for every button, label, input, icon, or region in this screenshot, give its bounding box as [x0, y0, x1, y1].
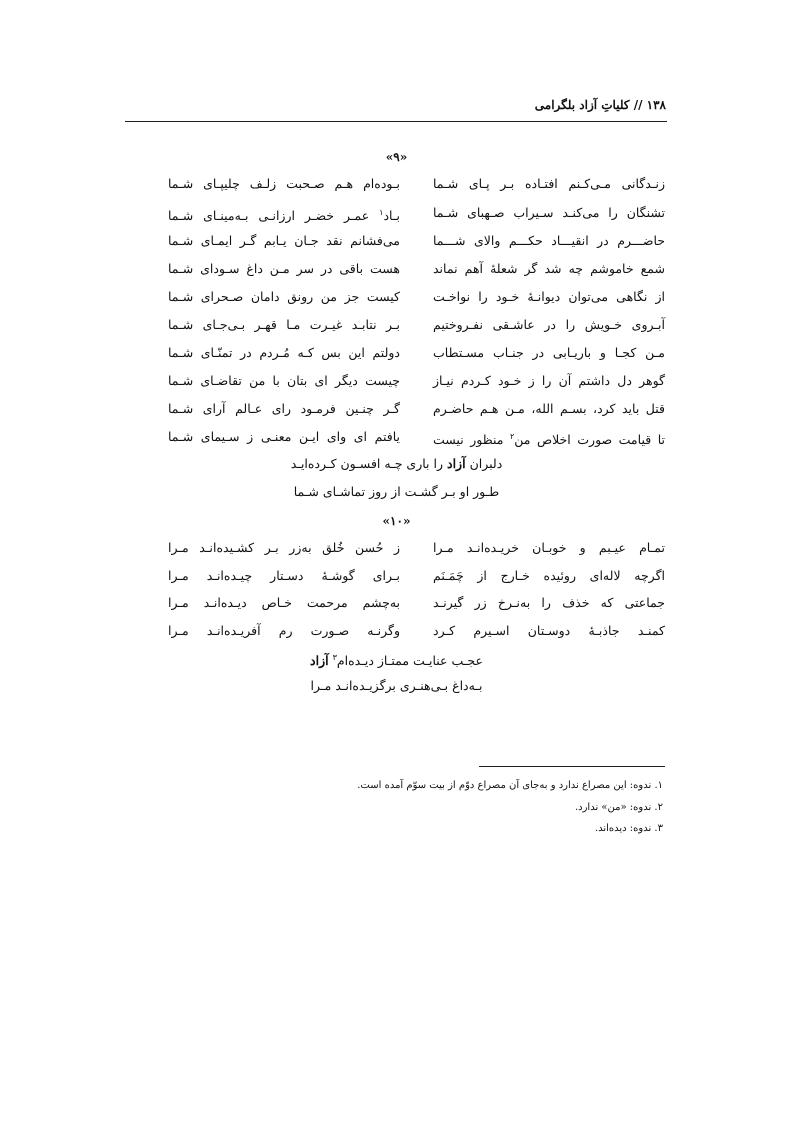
header-separator: //: [633, 98, 643, 112]
ghazal-9-hemistich: می‌فشانم نقد جـان یـابم گـر ایمـای شـما: [168, 233, 400, 248]
ghazal-10-hemistich: کمنـد جاذبـهٔ دوسـتان اسـیرم کـرد: [433, 623, 665, 638]
ghazal-9-final-line: دلبران آزاد را باری چـه افسـون کـرده‌ایـد: [290, 456, 503, 471]
ghazal-9-hemistich: کیست جز من رونق دامان صـحرای شـما: [168, 289, 400, 304]
footnote-ref: ۱: [379, 208, 384, 217]
ghazal-9-hemistich: هست باقی در سر مـن داغ سـودای شـما: [168, 261, 400, 276]
ghazal-9-hemistich: تا قیامت صورت اخلاص من$^۲$ منظور نیست: [433, 432, 665, 448]
ghazal-9-hemistich: بـوده‌ام هـم صـحبت زلـف چلیپـای شـما: [168, 176, 400, 191]
ghazal-9-hemistich: گـر چنـین فرمـود رای عـالم آرای شـما: [168, 401, 400, 416]
ghazal-9-hemistich: شمع خاموشم چه شد گر شعلهٔ آهم نماند: [433, 261, 665, 276]
page-number: ۱۳۸: [646, 98, 666, 112]
footnote: ۳. ندوه: دیده‌اند.: [594, 823, 663, 834]
ghazal-9-number: «۹»: [385, 150, 408, 164]
poet-name: آزاد: [310, 653, 329, 669]
ghazal-10-hemistich: اگرچه لاله‌ای روئیده خـارج از چَمَـنَم: [433, 568, 665, 583]
ghazal-9-hemistich: آبـروی خـویش را در عاشـقی نفـروختیم: [433, 317, 665, 332]
ghazal-10-final-line: بـه‌داغ بـی‌هنـری برگزیـده‌انـد مـرا: [310, 678, 483, 693]
ghazal-9-final-line: طـور او بـر گشـت از روز تماشـای شـما: [293, 484, 500, 499]
ghazal-9-hemistich: مـن کجـا و باریـابی در جنـاب مسـتطاب: [433, 345, 665, 360]
ghazal-9-hemistich: بـاد$^۱$ عمـر خضـر ارزانـی بـه‌مینـای شـما: [168, 208, 400, 224]
footnote-ref: ۳: [332, 653, 337, 662]
ghazal-9-hemistich: حاضـــرم در انقیـــاد حکـــم والای شـــما: [433, 233, 665, 248]
header-rule: [125, 121, 667, 122]
ghazal-9-hemistich: قتل باید کرد، بسـم الله، مـن هـم حاضـرم: [433, 401, 665, 416]
running-header: [535, 98, 666, 112]
poet-name: آزاد: [447, 456, 466, 471]
footnote-rule: [479, 766, 665, 767]
ghazal-9-hemistich: تشنگان را می‌کنـد سـیراب صـهبای شـما: [433, 205, 665, 220]
book-title: کلیاتِ آزاد بلگرامی: [534, 98, 630, 112]
ghazal-9-hemistich: گوهر دل داشتم آن را ز خـود کـردم نیـاز: [433, 373, 665, 388]
footnote: ۱. ندوه: این مصراع ندارد و به‌جای آن مصراع دوّم از بیت سوّم آمده است.: [357, 780, 663, 791]
ghazal-10-hemistich: جماعتی که خذف را به‌نـرخ زر گیرنـد: [433, 595, 665, 610]
ghazal-9-hemistich: بـر نتابـد غیـرت مـا قهـر بـی‌جـای شـما: [168, 317, 400, 332]
footnote-ref: ۲: [509, 432, 515, 441]
ghazal-9-hemistich: از نگاهی می‌توان دیوانـهٔ خـود را نواخـت: [433, 289, 665, 304]
ghazal-10-hemistich: وگرنـه صـورت رم آفریـده‌انـد مـرا: [168, 623, 400, 638]
ghazal-10-final-line: عجـب عنایـت ممتـاز دیـده‌ام$^۳$ آزاد: [310, 653, 483, 669]
ghazal-10-hemistich: ز حُسن خُلق به‌زر بـر کشـیده‌انـد مـرا: [168, 540, 400, 555]
ghazal-10-hemistich: تمـام عیـبم و خوبـان خریـده‌انـد مـرا: [433, 540, 665, 555]
ghazal-10-number: «۱۰»: [382, 514, 411, 528]
ghazal-9-hemistich: زنـدگانی مـی‌کـنم افتـاده بـر پـای شـما: [433, 176, 665, 191]
ghazal-10-hemistich: به‌چشم مرحمت خـاص دیـده‌انـد مـرا: [168, 595, 400, 610]
ghazal-9-hemistich: چیست دیگر ای بتان با من تقاضـای شـما: [168, 373, 400, 388]
ghazal-9-hemistich: یافتم ای وای ایـن معنـی ز سـیمای شـما: [168, 429, 400, 444]
footnote: ۲. ندوه: «من» ندارد.: [574, 802, 663, 813]
ghazal-9-hemistich: دولتم این بس کـه مُـردم در تمنّـای شـما: [168, 345, 400, 360]
ghazal-10-hemistich: بـرای گوشـهٔ دسـتار چیـده‌انـد مـرا: [168, 568, 400, 583]
